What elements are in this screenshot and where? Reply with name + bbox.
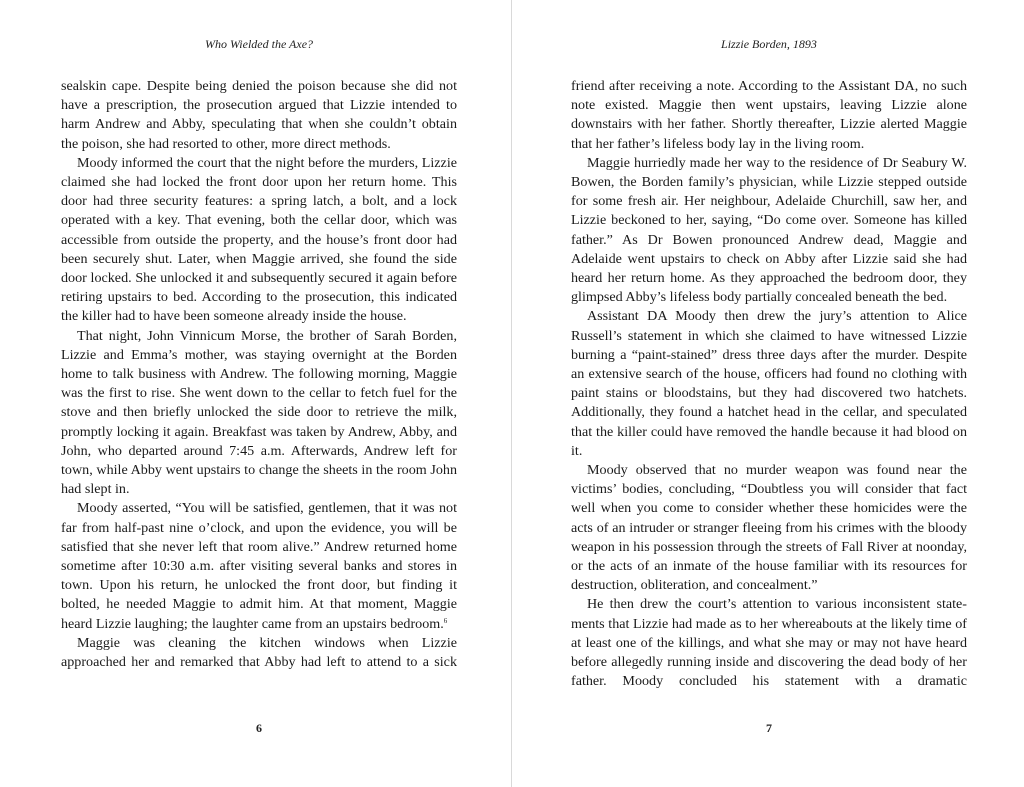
right-page	[571, 0, 967, 787]
paragraph: He then drew the court’s attention to various inconsistent statements that Lizzie had made as to her whereabouts at the likely time of at least one of the killings, and what she may or may not have heard before allegedly running inside and discovering the dead body of her father. Moody concluded his statement with a dramatic	[571, 596, 967, 690]
paragraph: friend after receiving a note. According to the Assistant DA, no such note existed. Maggie then went upstairs, leaving Lizzie alone downstairs with her father. Shortly thereafter, Lizzie alerted Maggie that her father’s lifeless body lay in the living room.	[571, 78, 967, 152]
paragraph-text: Moody asserted, “You will be satisfied, gentlemen, that it was not far from half-past nine o’clock, and upon the evidence, you will be satisfied that she never left that room alive.” Andrew returned home sometime after 10:30 a.m. after visiting several banks and stores in town. Upon his return, he unlocked the front door, but finding it bolted, he needed Maggie to admit him. At that moment, Maggie heard Lizzie laughing; the laughter came from an upstairs bedroom.	[61, 500, 457, 632]
paragraph: Maggie was cleaning the kitchen windows when Lizzie approached her and remarked that Abby had left to attend to a sick	[61, 634, 457, 671]
left-page-number: 6	[256, 721, 262, 735]
left-running-head: Who Wielded the Axe?	[204, 37, 314, 51]
left-page	[61, 0, 457, 787]
paragraph: Moody observed that no murder weapon was found near the victims’ bodies, concluding, “Doubtless you will consider that fact well when you come to consider whether these homicides were the acts of an intruder or stranger fleeing from his crimes with the bloody weapon in his possession through the streets of Fall River at noonday, or the acts of an inmate of the house familiar with its resources for destruction, obliteration, and concealment.”	[571, 462, 967, 594]
right-body-text	[571, 77, 967, 692]
paragraph: Assistant DA Moody then drew the jury’s attention to Alice Russell’s statement in which she claimed to have witnessed Lizzie burning a “paint-stained” dress three days after the murder. Despite an extensive search of the house, officers had found no clothing with paint stains or bloodstains, but they had discovered two hatchets. Additionally, they found a hatchet head in the cellar, and speculated that the killer could have removed the handle because it had blood on it.	[571, 308, 967, 459]
footnote-marker: 6	[443, 616, 448, 625]
page-gutter	[511, 0, 512, 787]
paragraph	[61, 499, 457, 633]
paragraph: That night, John Vinnicum Morse, the brother of Sarah Borden, Lizzie and Emma’s mother, was staying overnight at the Borden home to talk business with Andrew. The following morning, Maggie was the first to rise. She went down to the cellar to fetch fuel for the stove and then briefly unlocked the side door to retrieve the milk, promptly locking it again. Breakfast was taken by Andrew, Abby, and John, who departed around 7:45 a.m. Afterwards, Andrew left for town, while Abby went upstairs to change the sheets in the room John had slept in.	[61, 327, 457, 498]
right-page-number: 7	[766, 721, 772, 735]
left-body-text	[61, 77, 457, 672]
paragraph: Moody informed the court that the night before the murders, Lizzie claimed she had locked the front door upon her return home. This door had three security features: a spring latch, a bolt, and a lock operated with a key. That evening, both the cellar door, which was accessible from outside the property, and the house’s front door had been securely shut. Later, when Maggie arrived, she found the side door locked. She unlocked it and subsequently secured it again before retiring upstairs to bed. According to the prosecution, this indicated the killer had to have been someone already inside the house.	[61, 154, 457, 325]
paragraph: sealskin cape. Despite being denied the poison because she did not have a prescription, the prosecution argued that Lizzie intended to harm Andrew and Abby, speculating that when she couldn’t obtain the poison, she had resorted to other, more direct methods.	[61, 78, 457, 152]
paragraph: Maggie hurriedly made her way to the residence of Dr Seabury W. Bowen, the Borden family’s physician, while Lizzie stepped outside for some fresh air. Her neighbour, Adelaide Churchill, saw her, and Lizzie beckoned to her, saying, “Do come over. Someone has killed father.” As Dr Bowen pronounced Andrew dead, Maggie and Adelaide went upstairs to check on Abby after Lizzie said she had heard her return home. As they approached the bedroom door, they glimpsed Abby’s lifeless body partially concealed beneath the bed.	[571, 154, 967, 306]
right-running-head: Lizzie Borden, 1893	[721, 37, 817, 51]
